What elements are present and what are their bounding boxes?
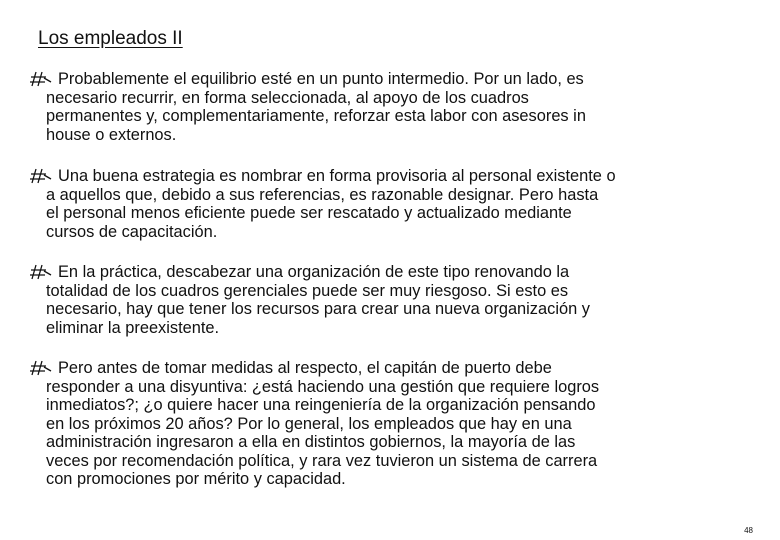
hash-bullet-icon (30, 360, 52, 378)
bullet-paragraph (30, 263, 746, 337)
hash-bullet-icon (30, 168, 52, 186)
paragraph-line: administración ingresaron a ella en distintos gobiernos, la mayoría de las (46, 433, 576, 451)
paragraph-line: necesario, hay que tener los recursos para crear una nueva organización y (46, 300, 590, 318)
paragraph-line: totalidad de los cuadros gerenciales puede ser muy riesgoso. Si esto es (46, 281, 569, 300)
paragraph-line: house o externos. (46, 125, 177, 144)
paragraph-line: el personal menos eficiente puede ser rescatado y actualizado mediante (46, 204, 572, 222)
paragraph-line: En la práctica, descabezar una organización de este tipo renovando la (58, 263, 570, 281)
bullet-paragraph (30, 359, 746, 489)
paragraph-line: inmediatos?; ¿o quiere hacer una reingeniería de la organización pensando (46, 396, 596, 414)
paragraph-line: Probablemente el equilibrio esté en un punto intermedio. Por un lado, es (58, 70, 584, 88)
paragraph-line: a aquellos que, debido a sus referencias, es razonable designar. Pero hasta (46, 185, 599, 204)
paragraph-line: veces por recomendación política, y rara vez tuvieron un sistema de carrera (46, 451, 598, 470)
paragraph-line: en los próximos 20 años? Por lo general, los empleados que hay en una (46, 414, 572, 433)
bullet-paragraph (30, 167, 746, 241)
paragraph-line: necesario recurrir, en forma seleccionada, al apoyo de los cuadros (46, 88, 529, 107)
bullet-paragraph (30, 70, 746, 144)
hash-bullet-icon (30, 71, 52, 89)
paragraph-line: permanentes y, complementariamente, reforzar esta labor con asesores in (46, 107, 586, 125)
paragraph-line: responder a una disyuntiva: ¿está haciendo una gestión que requiere logros (46, 377, 600, 396)
paragraph-line: eliminar la preexistente. (46, 318, 220, 337)
hash-bullet-icon (30, 264, 52, 282)
paragraph-line: cursos de capacitación. (46, 222, 218, 241)
paragraph-line: Pero antes de tomar medidas al respecto, el capitán de puerto debe (58, 359, 552, 377)
page-number: 48 (744, 526, 753, 535)
paragraph-line: Una buena estrategia es nombrar en forma provisoria al personal existente o (58, 167, 616, 185)
paragraph-line: con promociones por mérito y capacidad. (46, 470, 346, 488)
slide-title: Los empleados II (38, 28, 183, 49)
